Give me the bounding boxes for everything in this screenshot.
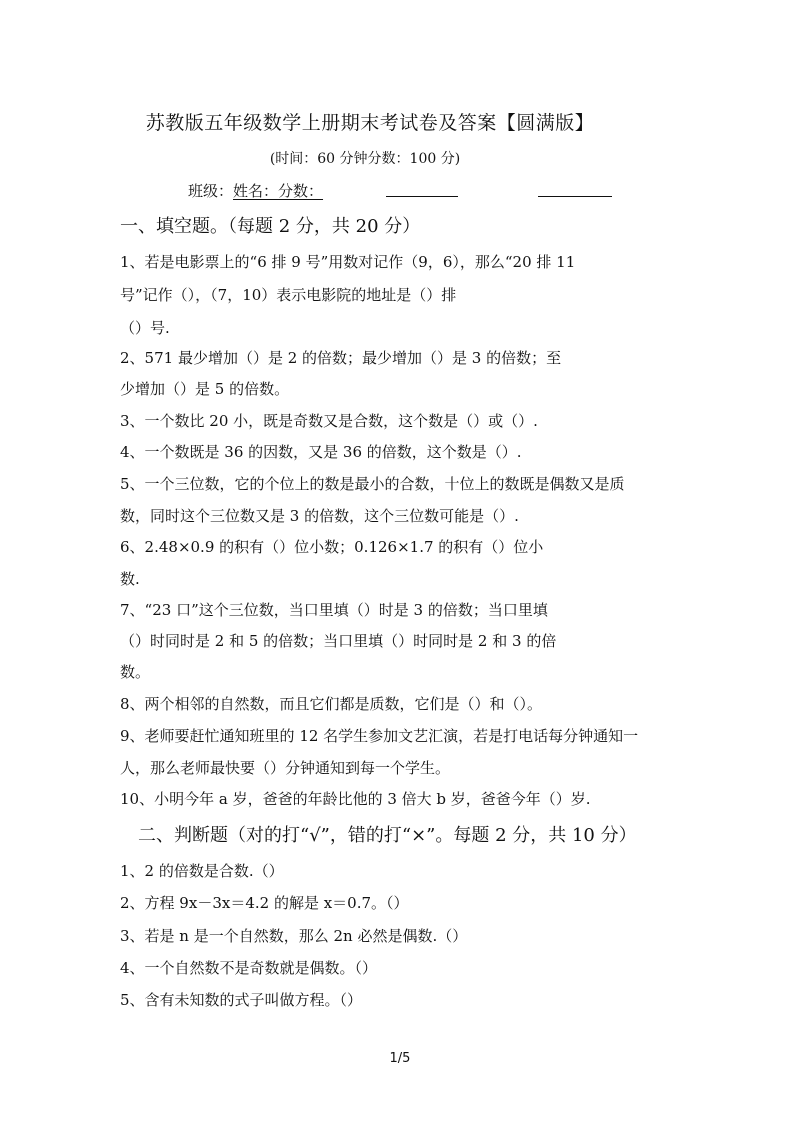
question-line: 5、一个三位数，它的个位上的数是最小的合数，十位上的数既是偶数又是质 [120,475,625,493]
class-label: 班级： [188,182,234,200]
question-line: 数。 [120,663,151,681]
question-line: 10、小明今年 a 岁，爸爸的年龄比他的 3 倍大 b 岁，爸爸今年（）岁. [120,790,591,808]
exam-info: (时间：60 分钟分数：100 分) [269,151,461,167]
section-heading-fill-blank: 一、填空题。（每题 2 分，共 20 分） [120,216,421,237]
name-blank-line [386,196,458,197]
question-line: 数，同时这个三位数又是 3 的倍数，这个三位数可能是（）. [120,507,519,525]
student-info-line [188,180,323,201]
question-line: 人，那么老师最快要（）分钟通知到每一个学生。 [120,759,451,777]
question-line: 4、一个数既是 36 的因数，又是 36 的倍数，这个数是（）. [120,443,522,461]
question-line: 3、若是 n 是一个自然数，那么 2n 必然是偶数.（） [120,927,468,945]
question-line: 9、老师要赶忙通知班里的 12 名学生参加文艺汇演，若是打电话每分钟通知一 [120,727,639,745]
question-line: 5、含有未知数的式子叫做方程。（） [120,991,363,1009]
question-line: 1、若是电影票上的“6 排 9 号”用数对记作（9，6），那么“20 排 11 [120,253,576,271]
question-line: （）号. [120,319,170,337]
question-line: 号”记作（），（7，10）表示电影院的地址是（）排 [120,286,457,304]
question-line: 1、2 的倍数是合数.（） [120,862,284,880]
page-title: 苏教版五年级数学上册期末考试卷及答案【圆满版】 [145,112,595,134]
name-score-label: 姓名：分数： [233,182,324,200]
score-blank-line [538,196,612,197]
question-line: 2、571 最少增加（）是 2 的倍数；最少增加（）是 3 的倍数；至 [120,349,562,367]
question-line: 少增加（）是 5 的倍数。 [120,380,290,398]
question-line: 数. [120,570,140,588]
question-line: 3、一个数比 20 小，既是奇数又是合数，这个数是（）或（）. [120,412,538,430]
question-line: 2、方程 9x－3x＝4.2 的解是 x＝0.7。（） [120,894,409,912]
question-line: 6、2.48×0.9 的积有（）位小数；0.126×1.7 的积有（）位小 [120,538,544,556]
question-line: 4、一个自然数不是奇数就是偶数。（） [120,959,378,977]
question-line: （）时同时是 2 和 5 的倍数；当口里填（）时同时是 2 和 3 的倍 [120,632,557,650]
question-line: 8、两个相邻的自然数，而且它们都是质数，它们是（）和（）。 [120,695,543,713]
section-heading-true-false: 二、判断题（对的打“√”，错的打“×”。每题 2 分，共 10 分） [138,825,637,846]
page-number: 1/5 [389,1051,411,1066]
question-line: 7、“23 口”这个三位数，当口里填（）时是 3 的倍数；当口里填 [120,601,548,619]
